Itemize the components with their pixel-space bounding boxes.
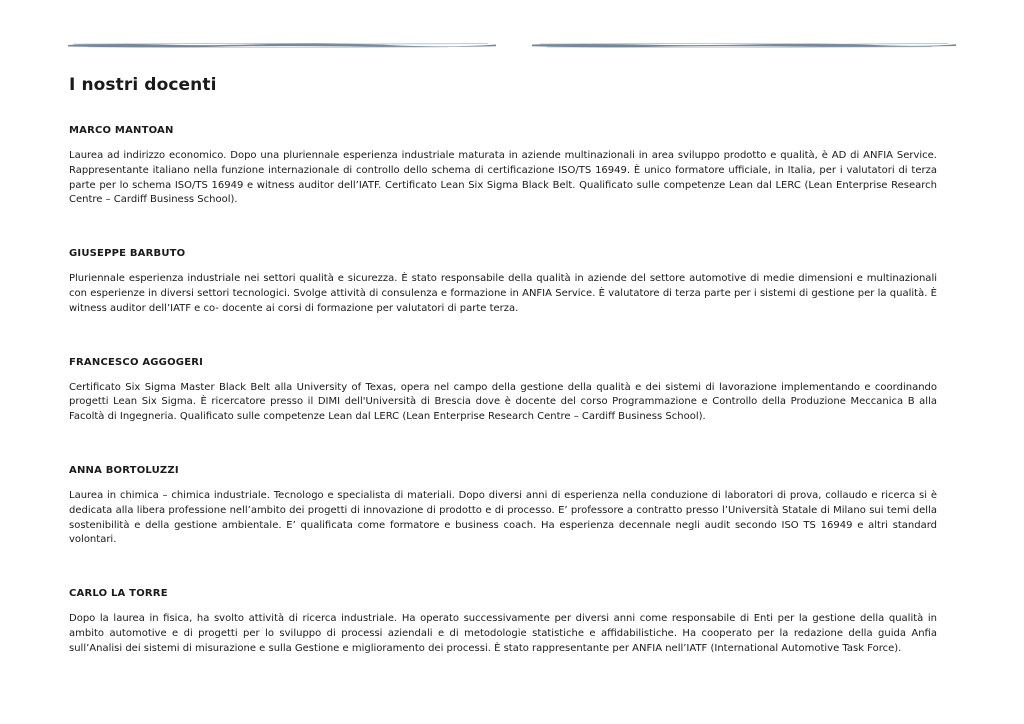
teacher-section (69, 248, 937, 316)
teacher-bio: Pluriennale esperienza industriale nei settori qualità e sicurezza. È stato responsabile della qualità in aziende del settore automotive di medie dimensioni e multinazionali con esperienze in diversi settori tecnologici. Svolge attività di consulenza e formazione in ANFIA Service. È valutatore di terza parte per i sistemi di gestione per la qualità. È witness auditor dell’IATF e co- docente ai corsi di formazione per valutatori di parte terza. (69, 273, 937, 314)
decorative-brush-stroke-right (532, 40, 956, 50)
teacher-bio: Certificato Six Sigma Master Black Belt alla University of Texas, opera nel campo della gestione della qualità e dei sistemi di lavorazione implementando e coordinando progetti Lean Six Sigma. È ricercatore presso il DIMI dell'Università di Brescia dove è docente del corso Programmazione e Controllo della Produzione Meccanica B alla Facoltà di Ingegneria. Qualificato sulle competenze Lean dal LERC (Lean Enterprise Research Centre – Cardiff Business School). (69, 381, 937, 423)
page-title: I nostri docenti (69, 75, 217, 95)
teacher-name: ANNA BORTOLUZZI (69, 464, 179, 476)
teacher-section (69, 357, 937, 425)
teacher-name: MARCO MANTOAN (69, 125, 174, 136)
teacher-section (69, 588, 937, 656)
teacher-section (69, 465, 937, 548)
teacher-name: FRANCESCO AGGOGERI (69, 356, 204, 368)
teacher-bio: Laurea ad indirizzo economico. Dopo una pluriennale esperienza industriale maturata in aziende multinazionali in area sviluppo prodotto e qualità, è AD di ANFIA Service. Rappresentante italiano nella funzione internazionale di controllo dello schema di certificazione ISO/TS 16949. È unico formatore ufficiale, in Italia, per i valutatori di terza parte per lo schema ISO/TS 16949 e witness auditor dell’IATF. Certificato Lean Six Sigma Black Belt. Qualificato sulle competenze Lean dal LERC (Lean Enterprise Research Centre – Cardiff Business School). (69, 150, 937, 206)
teacher-section (69, 125, 937, 208)
decorative-brush-stroke-left (68, 40, 496, 50)
teacher-bio: Dopo la laurea in fisica, ha svolto attività di ricerca industriale. Ha operato successivamente per diversi anni come responsabile di Enti per la gestione della qualità in ambito automotive e di progetti per lo sviluppo di processi aziendali e di metodologie statistiche e affidabilistiche. Ha cooperato per la redazione della guida Anfia sull’Analisi dei sistemi di misurazione e sulla Gestione e miglioramento dei processi. È stato rappresentante per ANFIA nell’IATF (International Automotive Task Force). (69, 613, 937, 654)
teacher-name: CARLO LA TORRE (69, 588, 168, 600)
teacher-name: GIUSEPPE BARBUTO (69, 248, 186, 260)
teacher-bio: Laurea in chimica – chimica industriale. Tecnologo e specialista di materiali. Dopo diversi anni di esperienza nella conduzione di laboratori di prova, collaudo e ricerca si è dedicata alla libera professione nell’ambito dei progetti di innovazione di prodotto e di processo. E’ professore a contratto presso l’Università Statale di Milano sui temi della sostenibilità e della gestione ambientale. E’ qualificata come formatore e business coach. Ha esperienza decennale negli audit secondo ISO TS 16949 e altri standard volontari. (69, 489, 937, 546)
document-page (69, 75, 937, 697)
